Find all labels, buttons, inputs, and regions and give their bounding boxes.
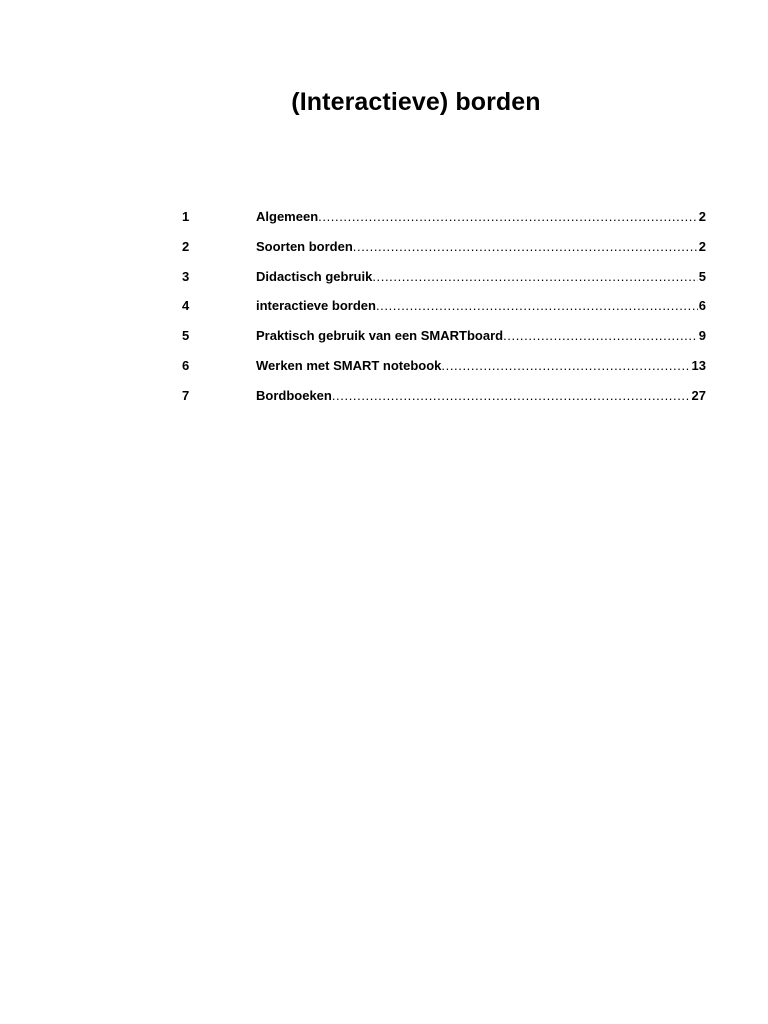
toc-dot-leader xyxy=(332,381,691,411)
toc-dot-leader xyxy=(353,232,698,262)
toc-entry-title: interactieve borden xyxy=(256,298,376,314)
toc-entry-page: 13 xyxy=(691,357,706,373)
toc-entry-number: 7 xyxy=(182,387,190,403)
toc-entry-page: 2 xyxy=(698,238,706,254)
toc-entry-title: Bordboeken xyxy=(256,387,332,403)
toc-entry-title: Algemeen xyxy=(256,209,319,224)
toc-entry-number: 1 xyxy=(182,209,190,224)
toc-entry-number: 3 xyxy=(182,268,190,284)
toc-entry[interactable] xyxy=(182,232,706,262)
toc-entry-title: Soorten borden xyxy=(256,238,353,254)
toc-entry[interactable] xyxy=(182,321,706,351)
toc-entry-number: 6 xyxy=(182,357,190,373)
toc-dot-leader xyxy=(376,291,698,321)
toc-entry-page: 27 xyxy=(691,387,706,403)
toc-entry-number: 5 xyxy=(182,328,190,344)
toc-entry-page: 5 xyxy=(698,268,706,284)
toc-entry[interactable] xyxy=(182,291,706,321)
toc-entry[interactable] xyxy=(182,262,706,292)
table-of-contents xyxy=(182,202,706,411)
toc-dot-leader xyxy=(372,262,697,292)
toc-entry-title: Didactisch gebruik xyxy=(256,268,373,284)
toc-entry[interactable] xyxy=(182,351,706,381)
document-title: (Interactieve) borden xyxy=(291,88,541,116)
toc-entry[interactable] xyxy=(182,381,706,411)
toc-entry-title: Werken met SMART notebook xyxy=(256,357,442,373)
toc-entry-title: Praktisch gebruik van een SMARTboard xyxy=(256,328,504,344)
toc-dot-leader xyxy=(318,202,698,232)
toc-entry-page: 2 xyxy=(698,209,706,224)
toc-entry-number: 4 xyxy=(182,298,190,314)
toc-dot-leader xyxy=(503,321,698,351)
toc-dot-leader xyxy=(441,351,690,381)
toc-entry-number: 2 xyxy=(182,238,190,254)
toc-entry-page: 9 xyxy=(698,328,706,344)
toc-entry[interactable] xyxy=(182,202,706,232)
toc-entry-page: 6 xyxy=(698,298,706,314)
